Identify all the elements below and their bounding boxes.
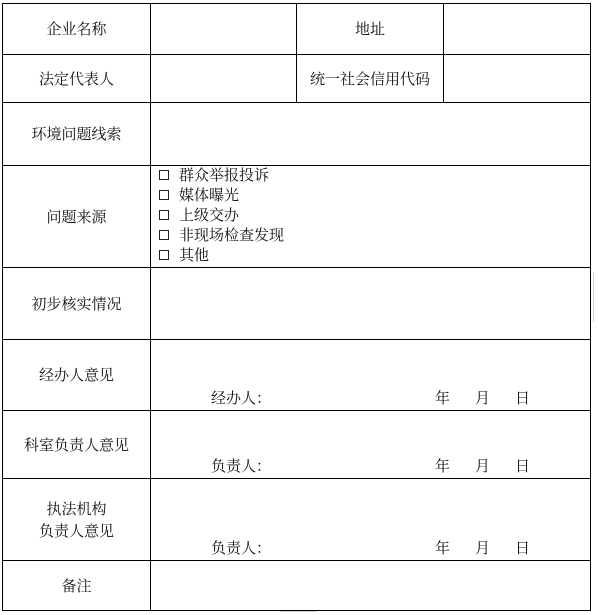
row-handler — [3, 340, 591, 411]
row-source — [3, 166, 591, 268]
row-legal — [3, 55, 591, 103]
date-day: 日 — [515, 539, 531, 557]
date-year: 年 — [435, 457, 451, 475]
clue-label: 环境问题线索 — [3, 103, 151, 166]
row-agency — [3, 479, 591, 561]
verify-label: 初步核实情况 — [3, 268, 151, 340]
source-option-label: 群众举报投诉 — [179, 165, 270, 184]
credit-code-field[interactable] — [444, 55, 591, 103]
signature-line — [211, 456, 590, 476]
signature-line — [211, 388, 590, 408]
row-remarks — [3, 561, 591, 611]
date-year: 年 — [435, 389, 451, 407]
checkbox-icon[interactable] — [159, 170, 169, 180]
credit-code-label: 统一社会信用代码 — [297, 55, 444, 103]
handler-sign-label: 经办人： — [211, 389, 272, 407]
address-label: 地址 — [297, 4, 444, 55]
date-year: 年 — [435, 539, 451, 557]
source-option[interactable] — [159, 225, 590, 245]
environmental-clue-form — [2, 3, 591, 611]
page-bottom-mark — [280, 611, 316, 612]
checkbox-icon[interactable] — [159, 190, 169, 200]
agency-sign-label: 负责人： — [211, 539, 272, 557]
row-section-head — [3, 411, 591, 479]
handler-opinion-label: 经办人意见 — [3, 340, 151, 411]
verify-field[interactable] — [151, 268, 591, 340]
section-head-opinion-field[interactable] — [151, 411, 591, 479]
date-month: 月 — [475, 539, 491, 557]
legal-rep-field[interactable] — [151, 55, 297, 103]
row-company — [3, 4, 591, 55]
source-option[interactable] — [159, 245, 590, 265]
company-name-label: 企业名称 — [3, 4, 151, 55]
remarks-field[interactable] — [151, 561, 591, 611]
date-day: 日 — [515, 389, 531, 407]
source-option-label: 其他 — [179, 245, 210, 264]
handler-opinion-field[interactable] — [151, 340, 591, 411]
checkbox-icon[interactable] — [159, 230, 169, 240]
legal-rep-label: 法定代表人 — [3, 55, 151, 103]
source-option[interactable] — [159, 205, 590, 225]
section-head-sign-label: 负责人： — [211, 457, 272, 475]
source-option[interactable] — [159, 165, 590, 185]
source-option-label: 媒体曝光 — [179, 185, 240, 204]
remarks-label: 备注 — [3, 561, 151, 611]
date-month: 月 — [475, 457, 491, 475]
agency-label-line1: 执法机构 — [46, 499, 107, 518]
page-edge-mark — [593, 272, 594, 322]
checkbox-icon[interactable] — [159, 210, 169, 220]
signature-line — [211, 538, 590, 558]
date-month: 月 — [475, 389, 491, 407]
date-day: 日 — [515, 457, 531, 475]
source-option[interactable] — [159, 185, 590, 205]
row-verify — [3, 268, 591, 340]
clue-field[interactable] — [151, 103, 591, 166]
source-option-label: 非现场检查发现 — [179, 225, 285, 244]
checkbox-icon[interactable] — [159, 250, 169, 260]
source-label: 问题来源 — [3, 166, 151, 268]
address-field[interactable] — [444, 4, 591, 55]
row-clue — [3, 103, 591, 166]
agency-head-label — [3, 479, 151, 561]
company-name-field[interactable] — [151, 4, 297, 55]
source-option-label: 上级交办 — [179, 205, 240, 224]
agency-label-line2: 负责人意见 — [38, 521, 114, 540]
source-options — [151, 166, 591, 268]
agency-head-opinion-field[interactable] — [151, 479, 591, 561]
section-head-label: 科室负责人意见 — [3, 411, 151, 479]
